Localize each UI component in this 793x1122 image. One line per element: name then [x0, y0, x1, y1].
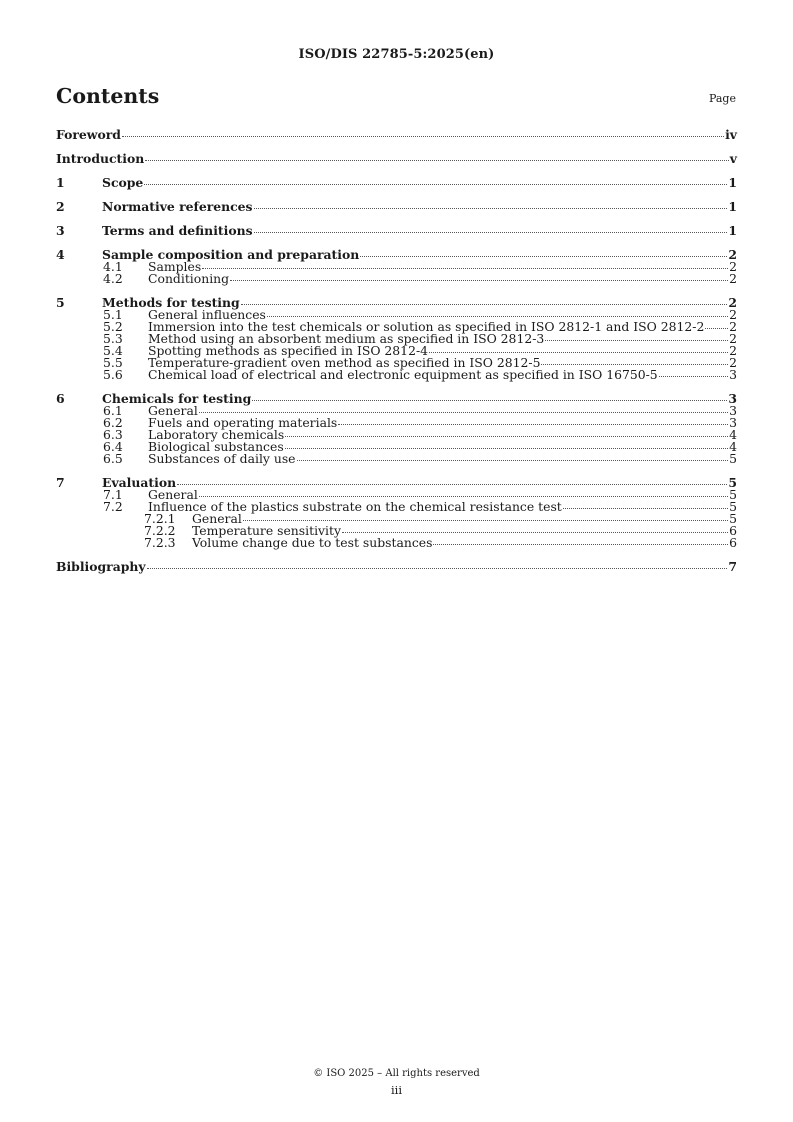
dot-leader — [199, 412, 728, 413]
toc-entry-title: Conditioning — [148, 271, 230, 286]
toc-entry-title: General influences — [148, 307, 266, 322]
toc-entry-title: General — [192, 511, 242, 526]
dot-leader — [563, 508, 728, 509]
toc-entry-page: v — [729, 151, 737, 166]
document-id: ISO/DIS 22785-5:2025(en) — [298, 47, 495, 62]
toc-entry-page: 3 — [729, 367, 737, 382]
dot-leader — [147, 568, 728, 569]
dot-leader — [659, 376, 728, 377]
toc-entry[interactable] — [56, 152, 737, 165]
toc-entry-page: 5 — [729, 499, 737, 514]
toc-entry-number: 3 — [56, 223, 65, 238]
dot-leader — [199, 496, 728, 497]
toc-entry-page: 5 — [728, 475, 737, 490]
dot-leader — [285, 436, 728, 437]
toc-entry-page: 3 — [729, 403, 737, 418]
toc-entry-title: Temperature sensitivity — [192, 523, 341, 538]
dot-leader — [254, 208, 728, 209]
dot-leader — [338, 424, 728, 425]
toc-entry[interactable] — [56, 176, 737, 189]
toc-entry-page: 2 — [729, 307, 737, 322]
toc-entry-page: 5 — [729, 511, 737, 526]
toc-entry-page: 5 — [729, 451, 737, 466]
dot-leader — [122, 136, 724, 137]
toc-entry-number: 7.2.3 — [144, 535, 176, 550]
toc-entry-number: 1 — [56, 175, 65, 190]
toc-entry-title: Influence of the plastics substrate on the chemical resistance test — [148, 499, 562, 514]
toc-entry-page: 2 — [729, 271, 737, 286]
toc-entry-title: Method using an absorbent medium as specified in ISO 2812-3 — [148, 331, 545, 346]
toc-entry-page: 2 — [729, 319, 737, 334]
dot-leader — [297, 460, 729, 461]
toc-entry-page: 7 — [728, 559, 737, 574]
toc-entry-number: 6.3 — [103, 427, 123, 442]
toc-entry-page: 1 — [728, 223, 737, 238]
toc-entry-page: 2 — [729, 331, 737, 346]
toc-entry-number: 5.2 — [103, 319, 123, 334]
dot-leader — [230, 280, 728, 281]
toc-entry[interactable] — [56, 369, 737, 381]
toc-entry-title: Samples — [148, 259, 202, 274]
toc-entry-title: Biological substances — [148, 439, 284, 454]
dot-leader — [342, 532, 728, 533]
toc-entry[interactable] — [56, 128, 737, 141]
toc-entry-title: Bibliography — [56, 559, 146, 574]
toc-entry-title: General — [148, 487, 198, 502]
toc-entry[interactable] — [56, 560, 737, 573]
toc-entry-page: 6 — [729, 535, 737, 550]
dot-leader — [177, 484, 727, 485]
toc-entry-number: 2 — [56, 199, 65, 214]
toc-entry[interactable] — [56, 273, 737, 285]
toc-entry-number: 4.2 — [103, 271, 123, 286]
toc-entry-title: Chemicals for testing — [102, 391, 252, 406]
toc-entry-title: Scope — [102, 175, 144, 190]
toc-entry-number: 6.1 — [103, 403, 123, 418]
dot-leader — [202, 268, 728, 269]
toc-entry-title: Methods for testing — [102, 295, 240, 310]
toc-entry-number: 7.2 — [103, 499, 123, 514]
toc-entry-title: Terms and definitions — [102, 223, 253, 238]
toc-entry-title: Foreword — [56, 127, 121, 142]
toc-entry-page: 2 — [728, 295, 737, 310]
toc-entry-title: Chemical load of electrical and electronic equipment as specified in ISO 16750-5 — [148, 367, 658, 382]
toc-entry-title: General — [148, 403, 198, 418]
page-number: iii — [390, 1083, 403, 1097]
dot-leader — [285, 448, 728, 449]
toc-entry-number: 5.4 — [103, 343, 123, 358]
toc-entry-title: Volume change due to test substances — [192, 535, 433, 550]
toc-entry-number: 4 — [56, 247, 65, 262]
toc-entry-page: 6 — [729, 523, 737, 538]
toc-entry-number: 5 — [56, 295, 65, 310]
dot-leader — [252, 400, 727, 401]
toc-entry-page: 2 — [729, 343, 737, 358]
page-title: Contents — [56, 84, 160, 108]
toc-entry-title: Normative references — [102, 199, 253, 214]
dot-leader — [241, 304, 728, 305]
toc-entry[interactable] — [56, 224, 737, 237]
toc-entry-page: iv — [725, 127, 737, 142]
toc-entry-number: 5.1 — [103, 307, 123, 322]
dot-leader — [429, 352, 728, 353]
toc-entry-number: 6.2 — [103, 415, 123, 430]
toc-entry[interactable] — [56, 200, 737, 213]
toc-entry-page: 3 — [728, 391, 737, 406]
toc-entry-title: Evaluation — [102, 475, 177, 490]
toc-entry-number: 5.5 — [103, 355, 123, 370]
toc-entry-number: 5.6 — [103, 367, 123, 382]
toc-entry-page: 3 — [729, 415, 737, 430]
toc-entry-page: 2 — [729, 259, 737, 274]
page-column-label: Page — [708, 92, 736, 105]
table-of-contents — [56, 128, 737, 573]
toc-entry-number: 7.2.2 — [144, 523, 176, 538]
toc-entry-title: Immersion into the test chemicals or solution as specified in ISO 2812-1 and ISO 2812-2 — [148, 319, 705, 334]
toc-entry-number: 6.5 — [103, 451, 123, 466]
copyright-notice: © ISO 2025 – All rights reserved — [313, 1068, 480, 1079]
toc-entry-page: 4 — [729, 427, 737, 442]
toc-entry[interactable] — [56, 537, 737, 549]
dot-leader — [145, 160, 729, 161]
toc-entry-page: 1 — [728, 199, 737, 214]
toc-entry-number: 5.3 — [103, 331, 123, 346]
dot-leader — [243, 520, 728, 521]
dot-leader — [254, 232, 728, 233]
toc-entry-title: Spotting methods as specified in ISO 2812-4 — [148, 343, 429, 358]
toc-entry-number: 7.2.1 — [144, 511, 176, 526]
toc-entry-number: 7 — [56, 475, 65, 490]
toc-entry-page: 2 — [728, 247, 737, 262]
dot-leader — [267, 316, 728, 317]
toc-entry-page: 5 — [729, 487, 737, 502]
toc-entry-title: Substances of daily use — [148, 451, 296, 466]
toc-entry-title: Temperature-gradient oven method as specified in ISO 2812-5 — [148, 355, 541, 370]
toc-entry-number: 7.1 — [103, 487, 123, 502]
dot-leader — [144, 184, 727, 185]
toc-entry-number: 4.1 — [103, 259, 123, 274]
toc-entry-title: Laboratory chemicals — [148, 427, 285, 442]
toc-entry-title: Introduction — [56, 151, 145, 166]
toc-entry-page: 1 — [728, 175, 737, 190]
dot-leader — [545, 340, 728, 341]
toc-entry-number: 6.4 — [103, 439, 123, 454]
dot-leader — [705, 328, 728, 329]
toc-entry[interactable] — [56, 453, 737, 465]
dot-leader — [433, 544, 728, 545]
toc-entry-title: Sample composition and preparation — [102, 247, 360, 262]
dot-leader — [360, 256, 727, 257]
dot-leader — [541, 364, 728, 365]
toc-entry-title: Fuels and operating materials — [148, 415, 338, 430]
toc-entry-page: 4 — [729, 439, 737, 454]
toc-entry-page: 2 — [729, 355, 737, 370]
toc-entry-number: 6 — [56, 391, 65, 406]
